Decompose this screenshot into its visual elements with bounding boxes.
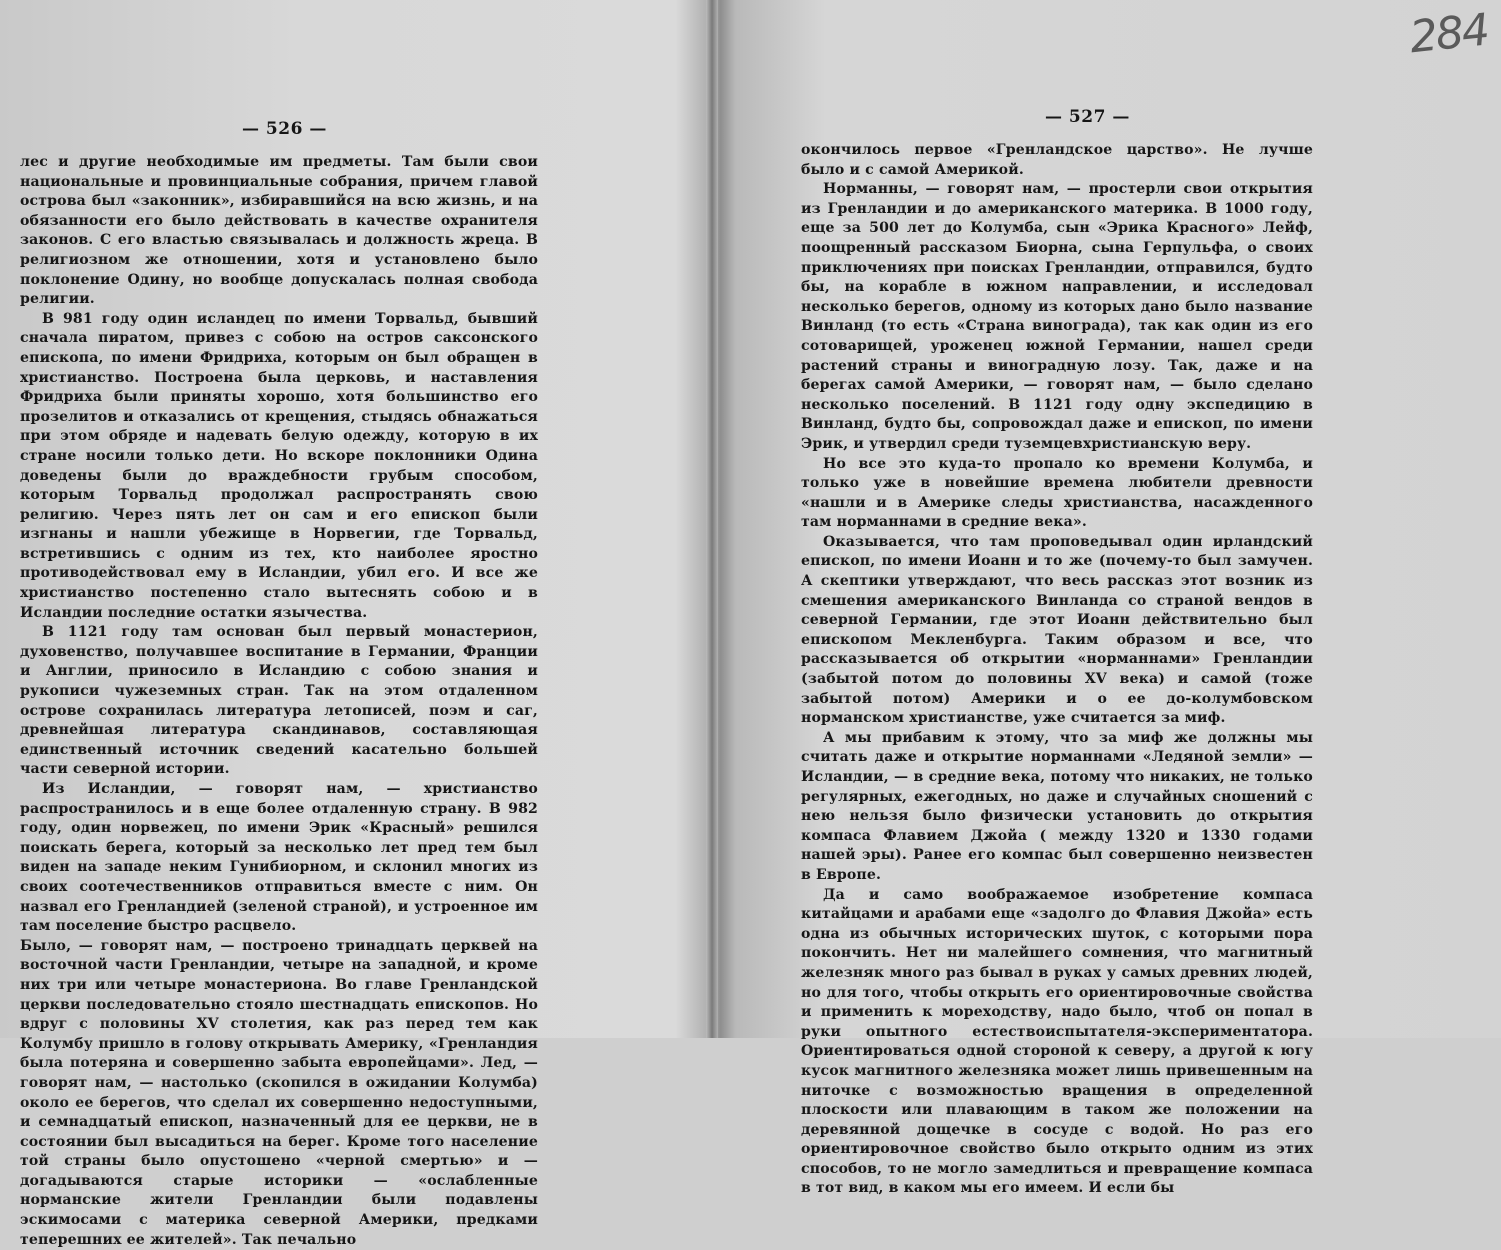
paragraph: В 981 году один исландец по имени Торвальд, бывший сначала пиратом, привез с собою на остров саксонского епископа, по имени Фридриха, которым он был обращен в христианство. Построена была церковь, и наставления Фридриха были приняты хорошо, хотя большинство его прозелитов и отказались от крещения, стыдясь обнажаться при этом обряде и надевать белую одежду, которую в их стране носили только дети. Но вскоре поклонники Одина доведены были до враждебности грубым способом, которым Торвальд продолжал распространять свою религию. Через пять лет он сам и его епископ были изгнаны и нашли убежище в Норвегии, где Торвальд, встретившись с одним из тех, кто наиболее яростно противодействовал ему в Исландии, убил его. И все же христианство постепенно стало вытеснять собою и в Исландии последние остатки язычества.	[20, 310, 538, 621]
page-number: — 527 —	[1045, 107, 1130, 127]
left-page	[0, 0, 715, 1248]
page-number: — 526 —	[242, 119, 327, 139]
paragraph: лес и другие необходимые им предметы. Там были свои национальные и провинциальные собрания, причем главой острова был «законник», избиравшийся на всю жизнь, и на обязанности его было действовать в качестве охранителя законов. С его властью связывалась и должность жреца. В религиозном же отношении, хотя и установлено было поклонение Одину, но вообще допускалась полная свобода религии.	[20, 154, 538, 308]
paragraph: Норманны, — говорят нам, — простерли свои открытия из Гренландии и до американского материка. В 1000 году, еще за 500 лет до Колумба, сын «Эрика Красного» Лейф, поощренный рассказом Биорна, сына Герпульфа, о своих приключениях при поисках Гренландии, отправился, будто бы, на корабле в южном направлении, и исследовал несколько берегов, одному из которых дано было название Винланд (то есть «Страна винограда), так как один из его сотоварищей, уроженец южной Германии, нашел среди растений страны и виноградную лозу. Так, даже и на берегах самой Америки, — говорят нам, — было сделано несколько поселений. В 1121 году одну экспедицию в Винланд, будто бы, сопровождал даже и епископ, по имени Эрик, и утвердил среди туземцевхристианскую веру.	[801, 181, 1313, 452]
paragraph: Из Исландии, — говорят нам, — христианство распространилось и в еще более отдаленную страну. В 982 году, один норвежец, по имени Эрик «Красный» решился поискать берега, который за несколько лет пред тем был виден на западе неким Гунибиорном, и склонил многих из своих соотечественников отправиться вместе с ним. Он назвал его Гренландией (зеленой страной), и устроенное им там поселение быстро расцвело.	[20, 781, 538, 935]
paragraph: В 1121 году там основан был первый монастерион, духовенство, получавшее воспитание в Германии, Франции и Англии, приносило в Исландию с собою знания и рукописи чужеземных стран. Так на этом отдаленном острове сохранилась литература летописей, поэм и саг, древнейшая литература скандинавов, составляющая единственный источник сведений касательно большей части северной истории.	[20, 624, 538, 778]
paragraph: А мы прибавим к этому, что за миф же должны мы считать даже и открытие норманнами «Ледяной земли» — Исландии, — в средние века, потому что никаких, не только регулярных, ежегодных, но даже и случайных сношений с нею нельзя было физически установить до открытия компаса Флавием Джойа ( между 1320 и 1330 годами нашей эры). Ранее его компас был совершенно неизвестен в Европе.	[801, 729, 1313, 883]
paragraph: Было, — говорят нам, — построено тринадцать церквей на восточной части Гренландии, четыре на западной, и кроме них три или четыре монастериона. Во главе Гренландской церкви последовательно стояло шестнадцать епископов. Но вдруг с половины XV столетия, как раз перед тем как Колумбу пришло в голову открывать Америку, «Гренландия была потеряна и совершенно забыта европейцами». Лед, — говорят нам, — настолько (скопился в ожидании Колумба) около ее берегов, что сделал их совершенно недоступными, и семнадцатый епископ, назначенный для ее церкви, не в состоянии был высадиться на берег. Кроме того население той страны было опустошено «черной смертью» и — догадываются старые историки — «ослабленные норманские жители Гренландии были подавлены эскимосами с материка северной Америки, предками теперешних ее жителей». Так печально	[20, 937, 538, 1248]
handwritten-archive-number: 284	[1407, 4, 1491, 64]
paragraph: Но все это куда-то пропало ко времени Колумба, и только уже в новейшие времена любители древности «нашли и в Америке следы христианства, насажденного там норманнами в средние века».	[801, 455, 1313, 531]
paragraph: Оказывается, что там проповедывал один ирландский епископ, по имени Иоанн и то же (почему-то был замучен. А скептики утверждают, что весь рассказ этот возник из смешения американского Винланда со страной вендов в северной Германии, где этот Иоанн действительно был епископом Мекленбурга. Таким образом и все, что рассказывается об открытии «норманнами» Гренландии (забытой потом до половины XV века) и самой (тоже забытой потом) Америки и о ее до-колумбовском норманском христианстве, уже считается за миф.	[801, 533, 1313, 727]
page-text	[801, 141, 1313, 1199]
paragraph: окончилось первое «Гренландское царство». Не лучше было и с самой Америкой.	[801, 142, 1313, 178]
paragraph: Да и само воображаемое изобретение компаса китайцами и арабами еще «задолго до Флавия Джойа» есть одна из обычных исторических шуток, с которыми пора покончить. Нет ни малейшего сомнения, что магнитный железняк много раз бывал в руках у самых древних людей, но для того, чтобы открыть его ориентировочные свойства и применить к мореходству, надо было, чтоб он попал в руки опытного естествоиспытателя-экспериментатора. Ориентироваться одной стороной к северу, а другой к югу кусок магнитного железняка может лишь привешенным на ниточке с возможностью вращения в определенной плоскости или плавающим в таком же положении на деревянной дощечке в сосуде с водой. Но раз его ориентировочное свойство было открыто одним из этих способов, то не могло замедлиться и превращение компаса в тот вид, в каком мы его имеем. И если бы	[801, 886, 1313, 1197]
right-page	[715, 0, 1501, 1197]
page-text	[20, 153, 538, 1250]
